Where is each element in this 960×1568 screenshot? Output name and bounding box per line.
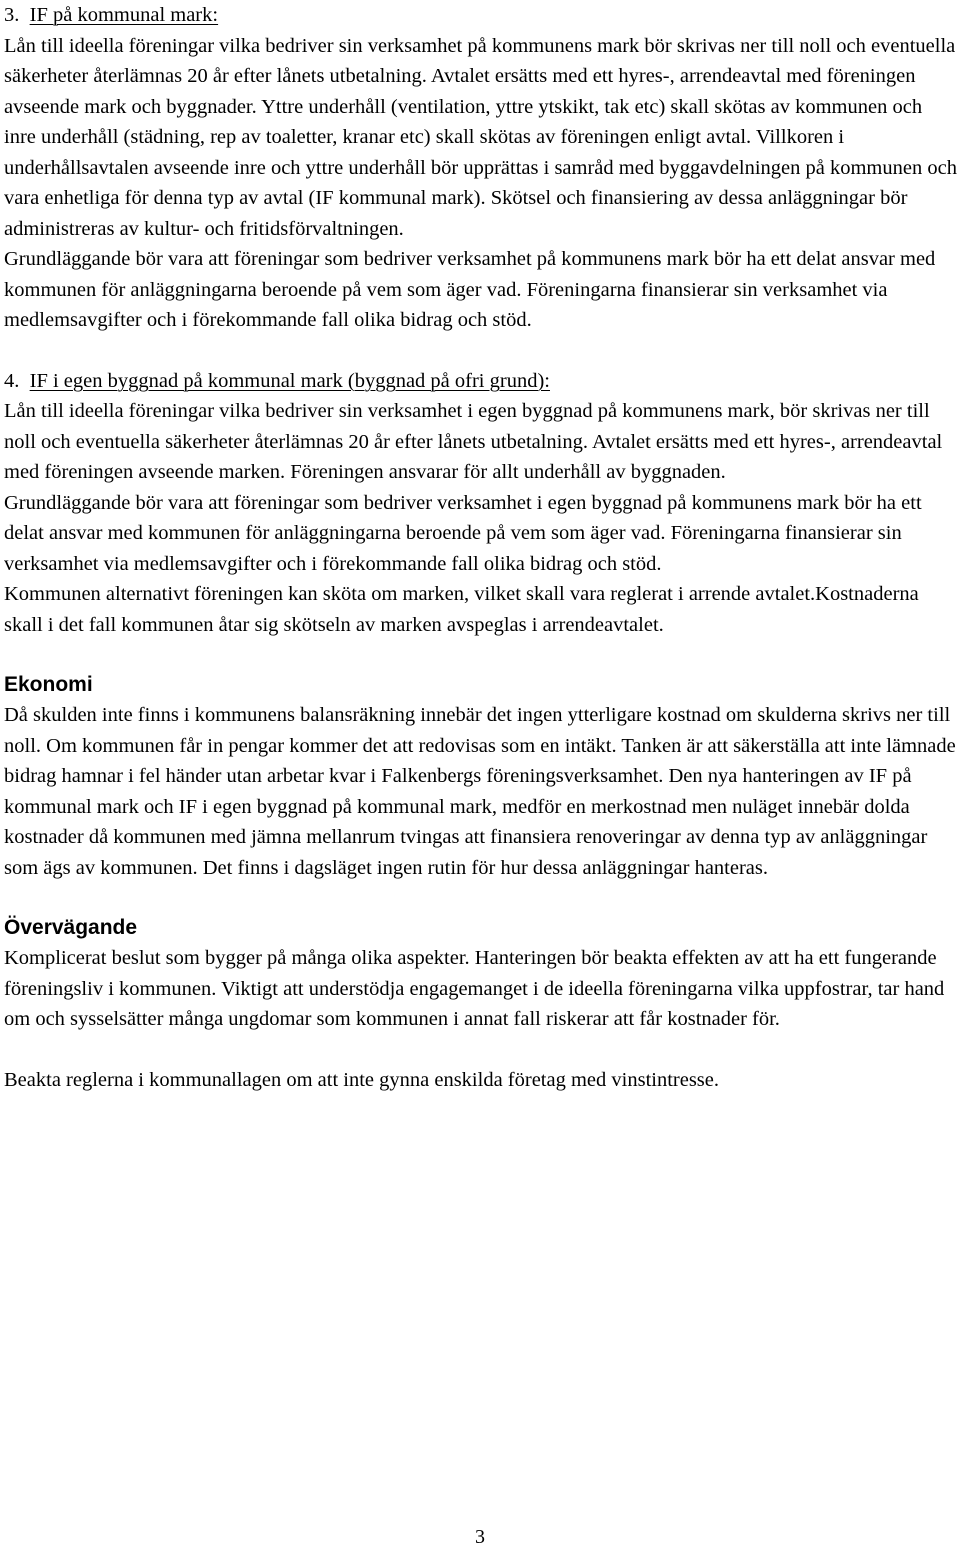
spacer — [4, 336, 958, 366]
section-4-paragraph-1: Lån till ideella föreningar vilka bedriver sin verksamhet i egen byggnad på kommunens mark, bör skrivas ner till noll och eventuella säkerheter återlämnas 20 år efter lånets utbetalning. Avtalet ersätts med ett hyres-, arrendeavtal med föreningen avseende marken. Föreningen ansvarar för allt underhåll av byggnaden. — [4, 400, 943, 483]
spacer — [4, 640, 958, 670]
section-3-title: IF på kommunal mark: — [29, 4, 219, 26]
section-4-heading — [4, 366, 958, 397]
overvagande-paragraph: Komplicerat beslut som bygger på många olika aspekter. Hanteringen bör beakta effekten av att ha ett fungerande föreningsliv i kommunen. Viktigt att understödja engagemanget i de ideella föreningarna vilka uppfostrar, tar hand om och sysselsätter många ungdomar som kommunen i annat fall riskerar att får kostnader för. — [4, 947, 945, 1030]
overvagande-heading: Övervägande — [4, 916, 138, 939]
section-4-paragraph-2: Grundläggande bör vara att föreningar som bedriver verksamhet i egen byggnad på kommunens mark bör ha ett delat ansvar med kommunen för anläggningarna beroende på vem som äger vad. Föreningarna finansierar sin verksamhet via medlemsavgifter och i förekommande fall olika bidrag och stöd. — [4, 491, 922, 575]
ekonomi-heading: Ekonomi — [4, 673, 93, 696]
section-3-paragraph-2: Grundläggande bör vara att föreningar som bedriver verksamhet på kommunens mark bör ha ett delat ansvar med kommunen för anläggningarna beroende på vem som äger vad. Föreningarna finansierar sin verksamhet via medlemsavgifter och i förekommande fall olika bidrag och stöd. — [4, 248, 936, 331]
section-3-heading — [4, 0, 958, 31]
page-number: 3 — [475, 1526, 485, 1548]
document-page — [4, 0, 958, 1095]
section-4-paragraph-3: Kommunen alternativt föreningen kan sköta om marken, vilket skall vara reglerat i arrende avtalet.Kostnaderna skall i det fall kommunen åtar sig skötseln av marken avspeglas i arrendeavtalet. — [4, 583, 919, 636]
section-3-number: 3. — [4, 4, 20, 26]
spacer — [4, 1035, 958, 1065]
ekonomi-paragraph: Då skulden inte finns i kommunens balansräkning innebär det ingen ytterligare kostnad om skulderna skrivs ner till noll. Om kommunen får in pengar kommer det att redovisas som en intäkt. Tanken är att säkerställa att inte lämnade bidrag hamnar i fel händer utan arbetar kvar i Falkenbergs föreningsverksamhet. Den nya hanteringen av IF på kommunal mark och IF i egen byggnad på kommunal mark, medför en merkostnad men nuläget innebär dolda kostnader då kommunen med jämna mellanrum tvingas att finansiera renoveringar av denna typ av anläggningar som ägs av kommunen. Det finns i dagsläget ingen rutin för hur dessa anläggningar hanteras. — [4, 704, 956, 879]
section-3-paragraph-1: Lån till ideella föreningar vilka bedriver sin verksamhet på kommunens mark bör skrivas ner till noll och eventuella säkerheter återlämnas 20 år efter lånets utbetalning. Avtalet ersätts med ett hyres-, arrendeavtal med föreningen avseende mark och byggnader. Yttre underhåll (ventilation, yttre ytskikt, tak etc) skall skötas av kommunen och inre underhåll (städning, rep av toaletter, kranar etc) skall skötas av föreningen enligt avtal. Villkoren i underhållsavtalen avseende inre och yttre underhåll bör upprättas i samråd med byggavdelningen på kommunen och vara enhetliga för denna typ av avtal (IF kommunal mark). Skötsel och finansiering av dessa anläggningar bör administreras av kultur- och fritidsförvaltningen. — [4, 34, 957, 240]
section-4-number: 4. — [4, 369, 20, 392]
spacer — [4, 883, 958, 913]
closing-paragraph: Beakta reglerna i kommunallagen om att inte gynna enskilda företag med vinstintresse. — [4, 1068, 720, 1091]
section-4-title: IF i egen byggnad på kommunal mark (byggnad på ofri grund): — [29, 369, 550, 392]
